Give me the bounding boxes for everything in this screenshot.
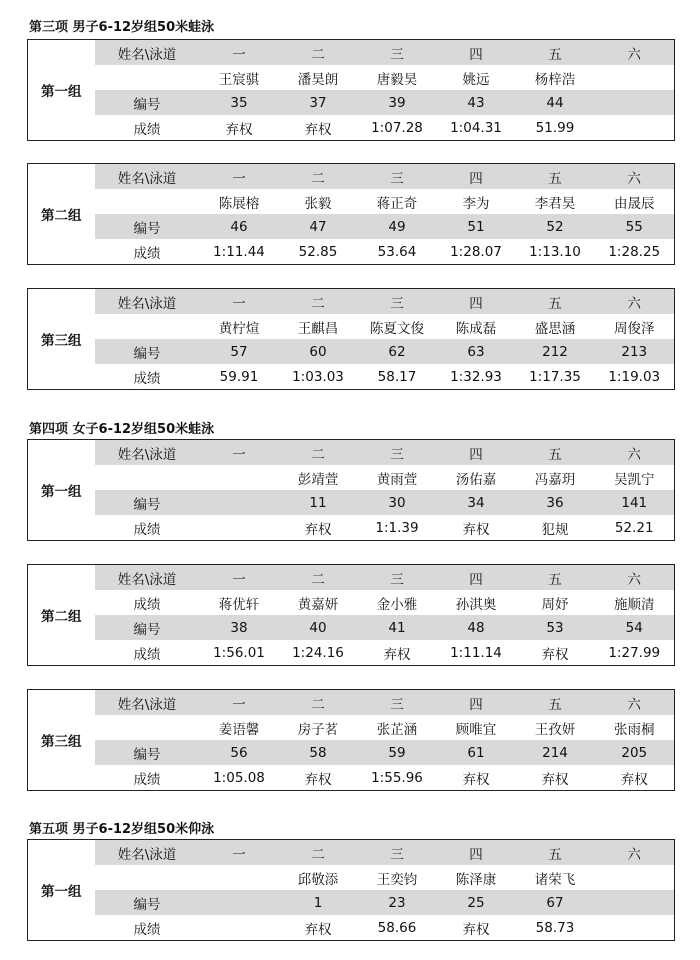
cell-lane-5: 52: [516, 214, 595, 239]
cell-lane-1: 陈展榕: [218, 195, 260, 212]
row-label: 成绩: [133, 121, 161, 138]
row-label: [95, 465, 200, 490]
cell-lane-2: 黄嘉妍: [297, 596, 339, 613]
cell-lane-1: [200, 515, 279, 541]
heat-label: 第一组: [28, 840, 95, 941]
row-label: [95, 65, 200, 90]
heat-label: 第一组: [28, 440, 95, 541]
cell-lane-1: 1:05.08: [213, 769, 265, 786]
cell-lane-4: 61: [437, 740, 516, 765]
cell-lane-2: 60: [279, 339, 358, 364]
cell-lane-6: [595, 115, 675, 141]
name-row: [28, 715, 675, 740]
cell-lane-6: 205: [595, 740, 675, 765]
row-label: 姓名\泳道: [95, 565, 200, 591]
heat-label: 第二组: [28, 565, 95, 666]
cell-lane-1: 59.91: [219, 368, 259, 385]
number-row: [28, 890, 675, 915]
lane-header-6: 六: [595, 565, 675, 591]
cell-lane-6: 55: [595, 214, 675, 239]
event-title: 第五项 男子6-12岁组50米仰泳: [29, 822, 215, 837]
heat-label: 第一组: [28, 40, 95, 141]
cell-lane-6: 54: [595, 615, 675, 640]
cell-lane-3: 49: [358, 214, 437, 239]
row-label: [95, 314, 200, 339]
cell-lane-3: 53.64: [377, 243, 417, 260]
cell-lane-2: 58: [279, 740, 358, 765]
cell-lane-5: 1:13.10: [529, 243, 581, 260]
cell-lane-3: 41: [358, 615, 437, 640]
lane-header-2: 二: [279, 40, 358, 66]
cell-lane-3: 39: [358, 90, 437, 115]
cell-lane-5: 王孜妍: [534, 721, 576, 738]
cell-lane-2: 王麒昌: [297, 320, 339, 337]
lane-header-6: 六: [595, 840, 675, 866]
cell-lane-4: 43: [437, 90, 516, 115]
cell-lane-6: [595, 90, 675, 115]
row-label: [95, 865, 200, 890]
lane-header-2: 二: [279, 440, 358, 466]
result-row: [28, 640, 675, 666]
cell-lane-1: 46: [200, 214, 279, 239]
header-row: [28, 565, 675, 591]
cell-lane-5: 犯规: [541, 521, 569, 538]
lane-header-6: 六: [595, 40, 675, 66]
cell-lane-3: 23: [358, 890, 437, 915]
cell-lane-2: 房子茗: [297, 721, 339, 738]
cell-lane-1: 38: [200, 615, 279, 640]
row-label: 编号: [95, 339, 200, 364]
cell-lane-1: [200, 465, 279, 490]
row-label: 编号: [95, 90, 200, 115]
cell-lane-4: 34: [437, 490, 516, 515]
number-row: [28, 490, 675, 515]
cell-lane-4: 48: [437, 615, 516, 640]
cell-lane-1: 57: [200, 339, 279, 364]
cell-lane-5: 周妤: [541, 596, 569, 613]
result-row: [28, 765, 675, 791]
cell-lane-4: 51: [437, 214, 516, 239]
heat-label: 第三组: [28, 289, 95, 390]
cell-lane-1: 1:56.01: [213, 644, 265, 661]
cell-lane-5: 冯嘉玥: [534, 471, 576, 488]
cell-lane-5: 58.73: [535, 919, 575, 936]
cell-lane-2: 弃权: [304, 771, 332, 788]
header-row: [28, 289, 675, 315]
row-label: 姓名\泳道: [95, 40, 200, 66]
cell-lane-5: 214: [516, 740, 595, 765]
cell-lane-6: 213: [595, 339, 675, 364]
cell-lane-5: 53: [516, 615, 595, 640]
cell-lane-3: 陈夏文俊: [370, 320, 424, 337]
cell-lane-4: 弃权: [462, 921, 490, 938]
cell-lane-1: [200, 890, 279, 915]
cell-lane-1: [200, 865, 279, 890]
cell-lane-3: 59: [358, 740, 437, 765]
lane-header-1: 一: [200, 164, 279, 190]
cell-lane-2: 彭靖萱: [297, 471, 339, 488]
header-row: [28, 690, 675, 716]
lane-header-3: 三: [358, 840, 437, 866]
lane-header-4: 四: [437, 289, 516, 315]
cell-lane-5: 44: [516, 90, 595, 115]
cell-lane-4: 弃权: [462, 771, 490, 788]
row-label: 成绩: [133, 771, 161, 788]
cell-lane-5: 弃权: [541, 771, 569, 788]
cell-lane-3: 张芷涵: [376, 721, 418, 738]
cell-lane-4: 弃权: [462, 521, 490, 538]
cell-lane-2: 潘昊朗: [297, 71, 339, 88]
heat-label: 第三组: [28, 690, 95, 791]
cell-lane-6: 141: [595, 490, 675, 515]
lane-header-6: 六: [595, 440, 675, 466]
heat-table: [27, 288, 675, 390]
lane-header-2: 二: [279, 840, 358, 866]
lane-header-5: 五: [516, 840, 595, 866]
row-label: 成绩: [133, 596, 161, 613]
row-label: 成绩: [133, 921, 161, 938]
row-label: 姓名\泳道: [95, 690, 200, 716]
header-row: [28, 440, 675, 466]
lane-header-2: 二: [279, 690, 358, 716]
cell-lane-2: 弃权: [304, 921, 332, 938]
cell-lane-3: 30: [358, 490, 437, 515]
cell-lane-1: 35: [200, 90, 279, 115]
cell-lane-5: 诸荣飞: [534, 871, 576, 888]
cell-lane-1: 黄柠煊: [218, 320, 260, 337]
cell-lane-1: 王宸骐: [218, 71, 260, 88]
name-row: [28, 865, 675, 890]
cell-lane-3: 黄雨萱: [376, 471, 418, 488]
cell-lane-2: 弃权: [304, 121, 332, 138]
cell-lane-5: 弃权: [541, 646, 569, 663]
row-label: 编号: [95, 890, 200, 915]
cell-lane-4: 25: [437, 890, 516, 915]
row-label: 成绩: [133, 370, 161, 387]
cell-lane-4: 1:11.14: [450, 644, 502, 661]
cell-lane-2: 1:24.16: [292, 644, 344, 661]
cell-lane-6: 施顺清: [614, 596, 655, 613]
lane-header-5: 五: [516, 565, 595, 591]
lane-header-6: 六: [595, 289, 675, 315]
lane-header-3: 三: [358, 164, 437, 190]
cell-lane-3: 1:55.96: [371, 769, 423, 786]
heat-table: [27, 439, 675, 541]
cell-lane-1: 弃权: [225, 121, 253, 138]
cell-lane-4: 1:28.07: [450, 243, 502, 260]
cell-lane-5: 51.99: [535, 119, 575, 136]
cell-lane-1: [200, 490, 279, 515]
cell-lane-4: 63: [437, 339, 516, 364]
lane-header-4: 四: [437, 440, 516, 466]
cell-lane-2: 1:03.03: [292, 368, 344, 385]
lane-header-3: 三: [358, 690, 437, 716]
name-row: [28, 465, 675, 490]
cell-lane-4: 孙淇奥: [455, 596, 497, 613]
cell-lane-4: 陈成磊: [455, 320, 497, 337]
lane-header-1: 一: [200, 690, 279, 716]
cell-lane-2: 37: [279, 90, 358, 115]
cell-lane-2: 40: [279, 615, 358, 640]
cell-lane-3: 弃权: [383, 646, 411, 663]
cell-lane-6: [595, 865, 675, 890]
cell-lane-1: 1:11.44: [213, 243, 265, 260]
cell-lane-3: 1:1.39: [375, 519, 419, 536]
lane-header-3: 三: [358, 565, 437, 591]
cell-lane-6: 1:28.25: [608, 243, 661, 260]
lane-header-6: 六: [595, 690, 675, 716]
cell-lane-6: 周俊泽: [614, 320, 655, 337]
cell-lane-3: 62: [358, 339, 437, 364]
cell-lane-5: 212: [516, 339, 595, 364]
row-label: 编号: [95, 490, 200, 515]
lane-header-5: 五: [516, 690, 595, 716]
cell-lane-6: 52.21: [614, 519, 654, 536]
row-label: 姓名\泳道: [95, 440, 200, 466]
cell-lane-6: 1:27.99: [608, 644, 661, 661]
cell-lane-5: 67: [516, 890, 595, 915]
row-label: 编号: [95, 214, 200, 239]
row-label: 编号: [95, 740, 200, 765]
result-row: [28, 915, 675, 941]
lane-header-1: 一: [200, 840, 279, 866]
lane-header-5: 五: [516, 289, 595, 315]
cell-lane-6: 由晟辰: [614, 195, 655, 212]
cell-lane-6: [595, 890, 675, 915]
cell-lane-4: 陈泽康: [455, 871, 497, 888]
header-row: [28, 40, 675, 66]
cell-lane-5: 李君昊: [534, 195, 576, 212]
cell-lane-2: 张毅: [304, 195, 332, 212]
number-row: [28, 740, 675, 765]
cell-lane-3: 58.17: [377, 368, 417, 385]
header-row: [28, 164, 675, 190]
cell-lane-6: 弃权: [620, 771, 648, 788]
cell-lane-3: 1:07.28: [371, 119, 423, 136]
cell-lane-4: 1:04.31: [450, 119, 502, 136]
lane-header-1: 一: [200, 289, 279, 315]
row-label: 成绩: [133, 646, 161, 663]
heat-table: [27, 689, 675, 791]
result-row: [28, 239, 675, 265]
cell-lane-4: 顾唯宜: [455, 721, 497, 738]
cell-lane-2: 弃权: [304, 521, 332, 538]
lane-header-1: 一: [200, 565, 279, 591]
row-label: 姓名\泳道: [95, 164, 200, 190]
result-row: [28, 115, 675, 141]
lane-header-5: 五: [516, 40, 595, 66]
lane-header-4: 四: [437, 565, 516, 591]
row-label: 姓名\泳道: [95, 289, 200, 315]
cell-lane-2: 52.85: [298, 243, 338, 260]
name-row: [28, 65, 675, 90]
cell-lane-4: 李为: [462, 195, 490, 212]
lane-header-2: 二: [279, 164, 358, 190]
lane-header-4: 四: [437, 164, 516, 190]
lane-header-4: 四: [437, 40, 516, 66]
cell-lane-4: 汤佑嘉: [455, 471, 497, 488]
name-row: [28, 590, 675, 615]
cell-lane-3: 58.66: [377, 919, 417, 936]
lane-header-1: 一: [200, 40, 279, 66]
cell-lane-2: 47: [279, 214, 358, 239]
number-row: [28, 90, 675, 115]
heat-table: [27, 839, 675, 941]
lane-header-3: 三: [358, 440, 437, 466]
lane-header-3: 三: [358, 40, 437, 66]
heat-label: 第二组: [28, 164, 95, 265]
cell-lane-4: 1:32.93: [450, 368, 502, 385]
cell-lane-3: 王奕钧: [376, 871, 418, 888]
lane-header-6: 六: [595, 164, 675, 190]
row-label: [95, 715, 200, 740]
cell-lane-1: 56: [200, 740, 279, 765]
row-label: 编号: [95, 615, 200, 640]
result-row: [28, 515, 675, 541]
cell-lane-5: 盛思涵: [534, 320, 576, 337]
cell-lane-1: 姜语馨: [218, 721, 260, 738]
row-label: 成绩: [133, 245, 161, 262]
cell-lane-6: 吴凯宁: [614, 471, 655, 488]
lane-header-2: 二: [279, 565, 358, 591]
row-label: 姓名\泳道: [95, 840, 200, 866]
cell-lane-2: 邱敬添: [297, 871, 339, 888]
header-row: [28, 840, 675, 866]
event-title: 第四项 女子6-12岁组50米蛙泳: [29, 422, 215, 437]
row-label: 成绩: [133, 521, 161, 538]
event-title: 第三项 男子6-12岁组50米蛙泳: [29, 20, 215, 35]
heat-table: [27, 163, 675, 265]
name-row: [28, 189, 675, 214]
cell-lane-3: 蒋正奇: [376, 195, 418, 212]
row-label: [95, 189, 200, 214]
heat-table: [27, 564, 675, 666]
number-row: [28, 214, 675, 239]
cell-lane-5: 1:17.35: [529, 368, 581, 385]
lane-header-5: 五: [516, 440, 595, 466]
lane-header-1: 一: [200, 440, 279, 466]
cell-lane-5: 36: [516, 490, 595, 515]
cell-lane-3: 唐毅昊: [376, 71, 418, 88]
cell-lane-6: 1:19.03: [608, 368, 661, 385]
lane-header-3: 三: [358, 289, 437, 315]
cell-lane-1: 蒋优轩: [218, 596, 260, 613]
cell-lane-2: 11: [279, 490, 358, 515]
result-row: [28, 364, 675, 390]
cell-lane-6: [595, 915, 675, 941]
cell-lane-4: 姚远: [462, 71, 490, 88]
cell-lane-6: 张雨桐: [614, 721, 655, 738]
cell-lane-1: [200, 915, 279, 941]
number-row: [28, 339, 675, 364]
heat-table: [27, 39, 675, 141]
name-row: [28, 314, 675, 339]
lane-header-4: 四: [437, 840, 516, 866]
number-row: [28, 615, 675, 640]
lane-header-4: 四: [437, 690, 516, 716]
lane-header-2: 二: [279, 289, 358, 315]
cell-lane-6: [595, 65, 675, 90]
cell-lane-5: 杨梓浩: [534, 71, 576, 88]
lane-header-5: 五: [516, 164, 595, 190]
cell-lane-3: 金小雅: [376, 596, 418, 613]
cell-lane-2: 1: [279, 890, 358, 915]
